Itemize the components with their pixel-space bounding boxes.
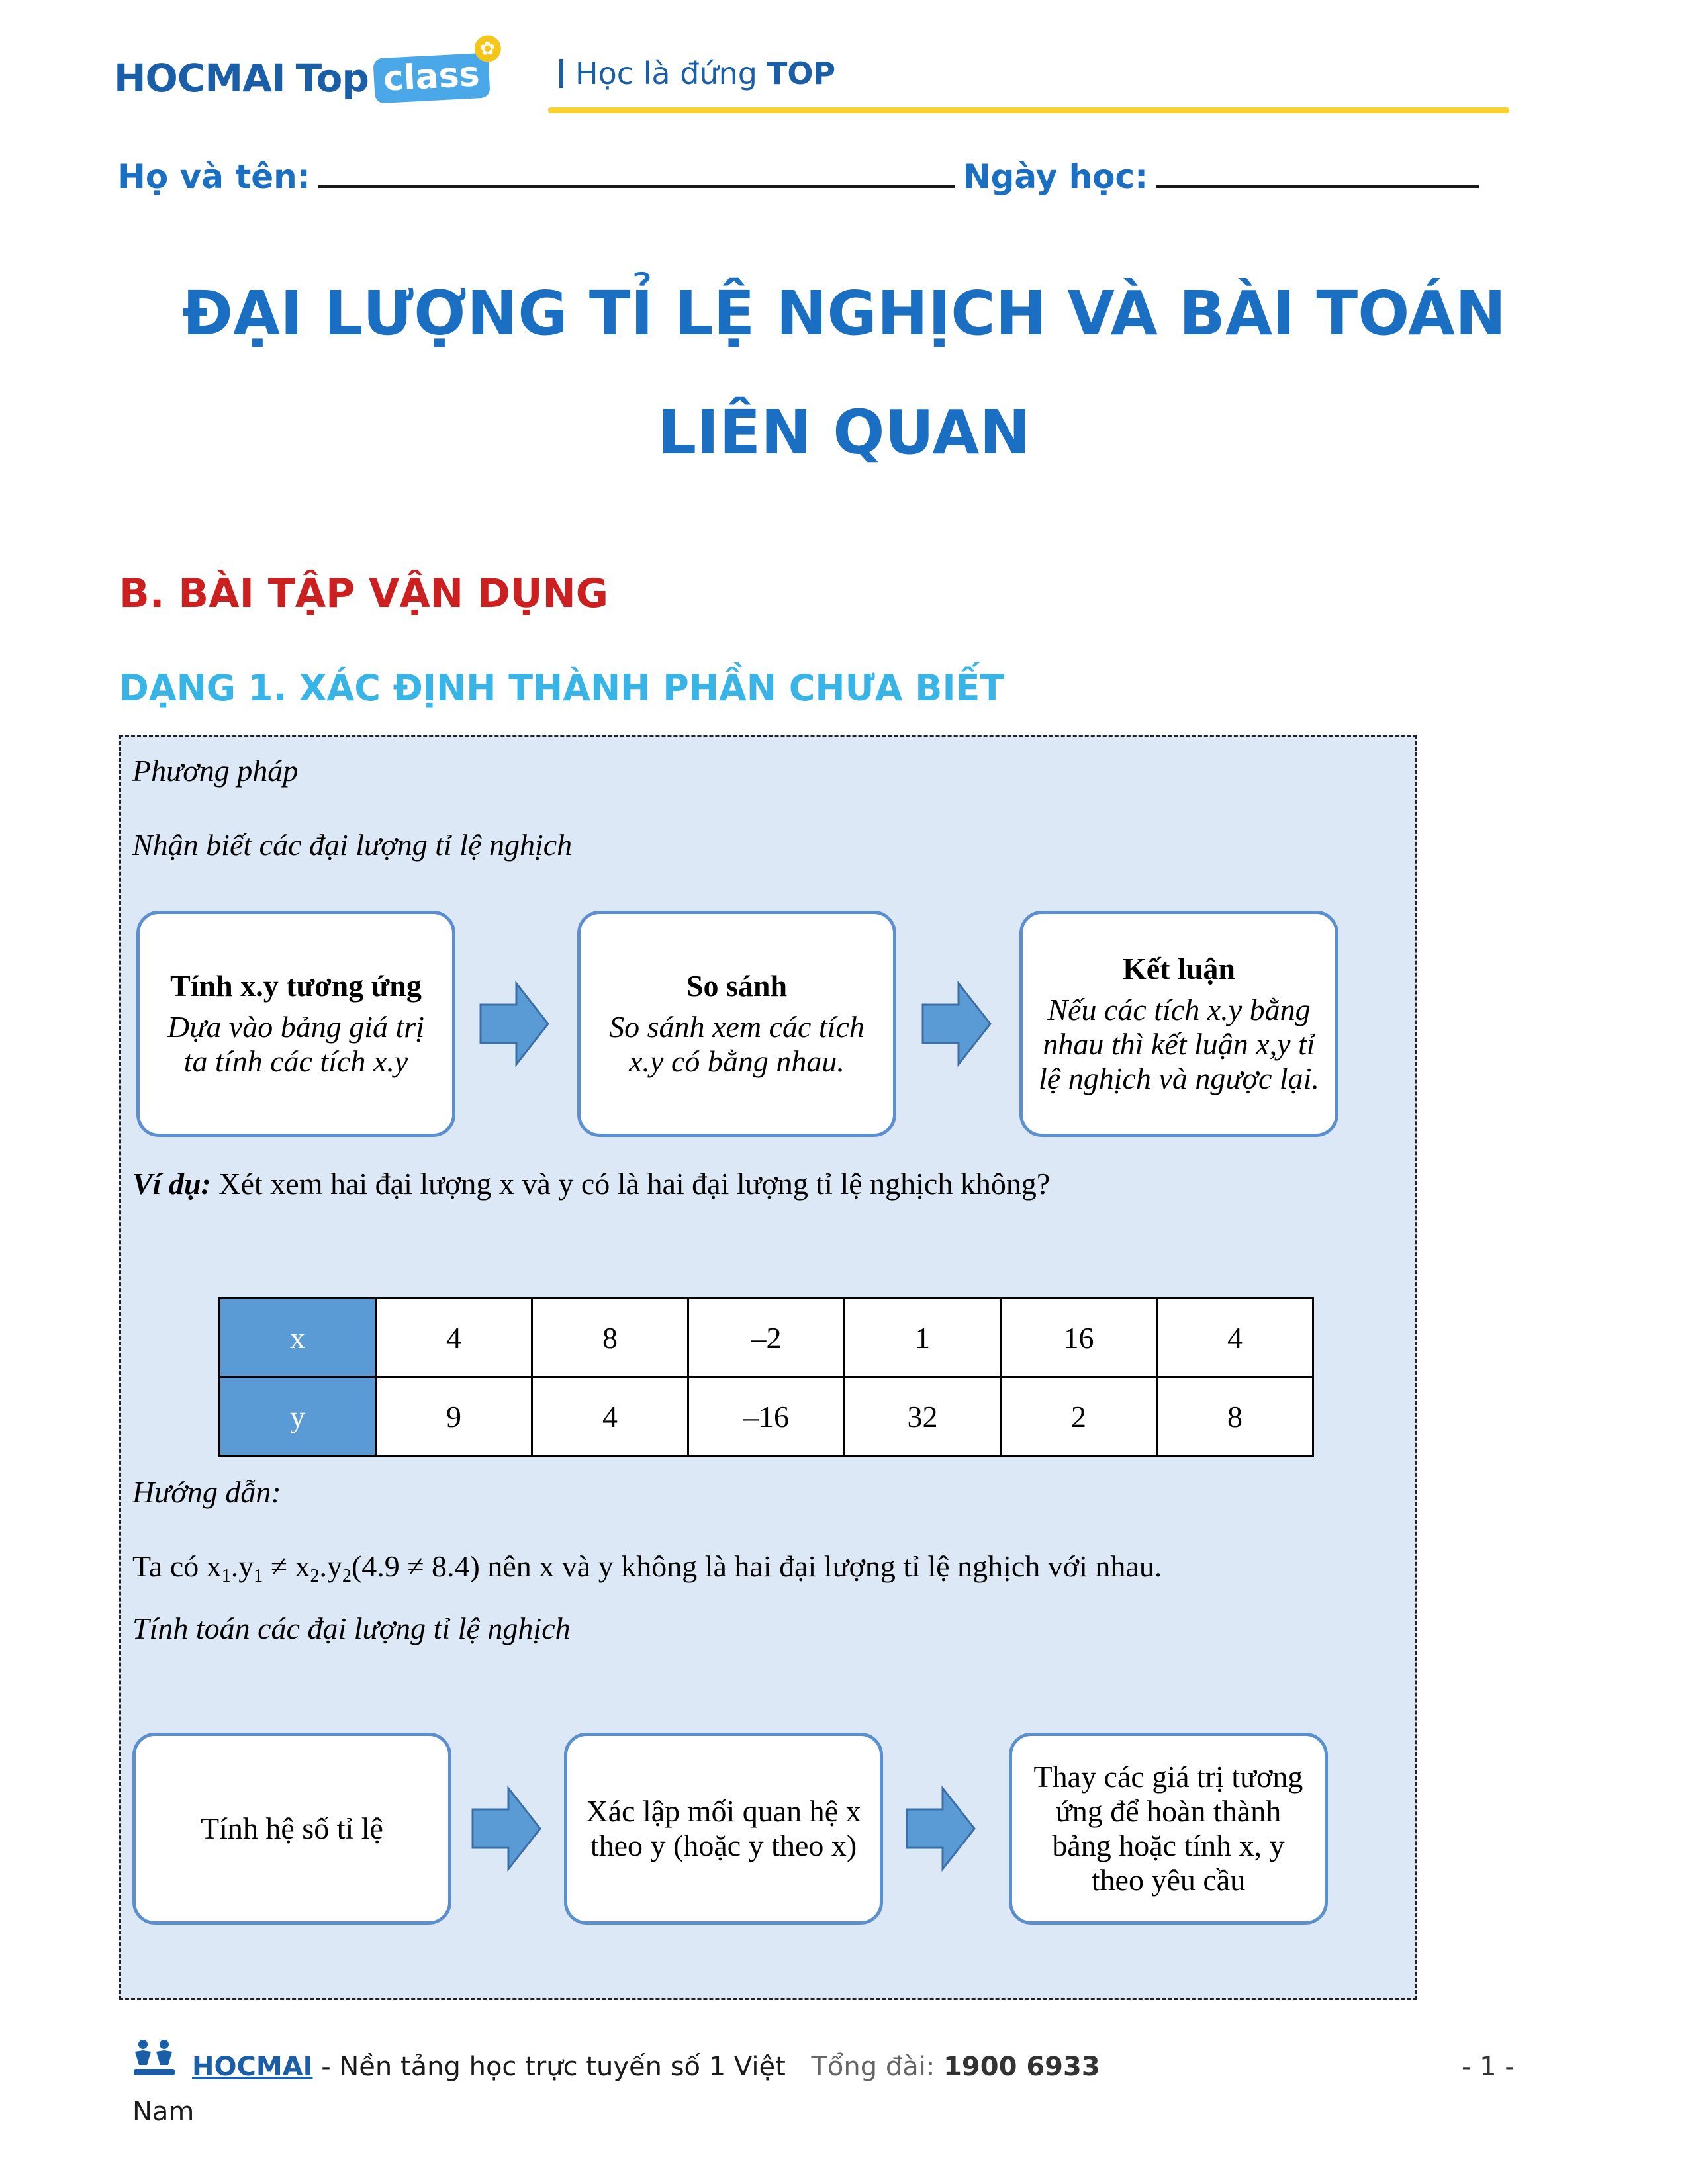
math-sub: 2 xyxy=(310,1566,320,1586)
name-blank xyxy=(318,183,955,188)
table-row xyxy=(220,1377,1313,1456)
footer-tagline-text: - Nền tảng học trực tuyến số 1 Việt xyxy=(312,2052,786,2082)
math-var: x xyxy=(206,1549,222,1583)
hocmai-topclass-logo xyxy=(114,36,496,110)
table-header-x: x xyxy=(220,1298,376,1377)
math-op: ≠ xyxy=(263,1549,295,1583)
arrow-right-icon xyxy=(904,1786,977,1872)
recognize-heading: Nhận biết các đại lượng tỉ lệ nghịch xyxy=(132,828,573,862)
math-var: x xyxy=(295,1549,310,1583)
arrow-right-icon xyxy=(920,981,993,1067)
table-cell: –16 xyxy=(688,1377,845,1456)
footer-hotline-label: Tổng đài: xyxy=(811,2052,935,2082)
footer-tagline xyxy=(192,2052,1100,2082)
slogan xyxy=(559,56,835,91)
example-sentence xyxy=(132,1166,1050,1201)
star-icon: ✿ xyxy=(473,34,501,62)
section-heading-dang1: DẠNG 1. XÁC ĐỊNH THÀNH PHẦN CHƯA BIẾT xyxy=(119,667,1005,709)
table-cell: 4 xyxy=(1157,1298,1313,1377)
method-heading: Phương pháp xyxy=(132,754,299,788)
arrow-right-icon xyxy=(478,981,551,1067)
table-cell: 32 xyxy=(845,1377,1001,1456)
values-table xyxy=(218,1297,1314,1457)
guide-sentence xyxy=(132,1549,1162,1587)
flow1-step1-body: Dựa vào bảng giá trị ta tính các tích x.y xyxy=(167,1010,424,1078)
flow1-step-conclude xyxy=(1019,911,1338,1137)
math-var: y xyxy=(238,1549,254,1583)
header-underline xyxy=(548,107,1509,113)
table-header-y: y xyxy=(220,1377,376,1456)
flow1-step1-title: Tính x.y tương ứng xyxy=(170,969,422,1003)
flow2-step1-text: Tính hệ số tỉ lệ xyxy=(201,1811,383,1846)
math-sub: 2 xyxy=(342,1566,352,1586)
flow2-step2-text: Xác lập mối quan hệ x theo y (hoặc y theo x) xyxy=(586,1794,861,1862)
section-heading-b: B. BÀI TẬP VẬN DỤNG xyxy=(119,570,608,617)
flow2-step-coefficient xyxy=(132,1733,451,1925)
footer-brand-link[interactable]: HOCMAI xyxy=(192,2052,313,2082)
flow1-step-compare xyxy=(577,911,896,1137)
guide-label: Hướng dẫn: xyxy=(132,1475,281,1509)
table-cell: –2 xyxy=(688,1298,845,1377)
logo-hocmai-text: HOCMAI xyxy=(114,56,285,101)
table-cell: 9 xyxy=(376,1377,532,1456)
table-cell: 4 xyxy=(532,1377,688,1456)
flow1-step-compute xyxy=(136,911,455,1137)
footer-continuation: Nam xyxy=(132,2097,195,2127)
table-cell: 1 xyxy=(845,1298,1001,1377)
guide-prefix: Ta có xyxy=(132,1549,207,1583)
flow2-step3-text: Thay các giá trị tương ứng để hoàn thành bảng hoặc tính x, y theo yêu cầu xyxy=(1033,1760,1303,1897)
flow2-step-relation xyxy=(564,1733,883,1925)
slogan-top: TOP xyxy=(766,56,836,91)
slogan-prefix: Học là đứng xyxy=(575,56,757,91)
math-op: . xyxy=(319,1549,327,1583)
table-cell: 2 xyxy=(1001,1377,1157,1456)
compute-heading: Tính toán các đại lượng tỉ lệ nghịch xyxy=(132,1612,571,1645)
table-row xyxy=(220,1298,1313,1377)
example-text: Xét xem hai đại lượng x và y có là hai đại lượng tỉ lệ nghịch không? xyxy=(211,1167,1051,1201)
math-paren: (4.9 ≠ 8.4) xyxy=(351,1549,480,1583)
math-var: y xyxy=(326,1549,342,1583)
table-cell: 4 xyxy=(376,1298,532,1377)
logo-class-text: class xyxy=(382,54,481,99)
example-label: Ví dụ: xyxy=(132,1167,211,1201)
page-title-line2: LIÊN QUAN xyxy=(657,397,1031,468)
hocmai-people-icon xyxy=(130,2038,179,2081)
page-title-line1: ĐẠI LƯỢNG TỈ LỆ NGHỊCH VÀ BÀI TOÁN xyxy=(181,278,1507,349)
flow1-step2-body: So sánh xem các tích x.y có bằng nhau. xyxy=(609,1010,865,1078)
table-cell: 8 xyxy=(532,1298,688,1377)
student-info-line xyxy=(118,158,1487,196)
logo-class-badge xyxy=(373,36,496,104)
date-blank xyxy=(1156,183,1479,188)
footer-hotline-number: 1900 6933 xyxy=(943,2052,1100,2082)
guide-suffix: nên x và y không là hai đại lượng tỉ lệ nghịch với nhau. xyxy=(479,1549,1162,1583)
math-op: . xyxy=(230,1549,239,1583)
table-cell: 16 xyxy=(1001,1298,1157,1377)
flow1-step3-title: Kết luận xyxy=(1123,952,1235,986)
name-label: Họ và tên: xyxy=(118,158,310,196)
date-label: Ngày học: xyxy=(962,158,1149,196)
math-sub: 1 xyxy=(221,1566,231,1586)
flow1-step2-title: So sánh xyxy=(686,969,788,1003)
math-sub: 1 xyxy=(254,1566,263,1586)
table-cell: 8 xyxy=(1157,1377,1313,1456)
page-number: - 1 - xyxy=(1462,2052,1515,2082)
slogan-divider xyxy=(559,59,563,88)
flow1-step3-body: Nếu các tích x.y bằng nhau thì kết luận x,y tỉ lệ nghịch và ngược lại. xyxy=(1039,993,1319,1095)
flow2-step-substitute xyxy=(1009,1733,1328,1925)
arrow-right-icon xyxy=(470,1786,543,1872)
logo-top-text: Top xyxy=(295,56,369,101)
